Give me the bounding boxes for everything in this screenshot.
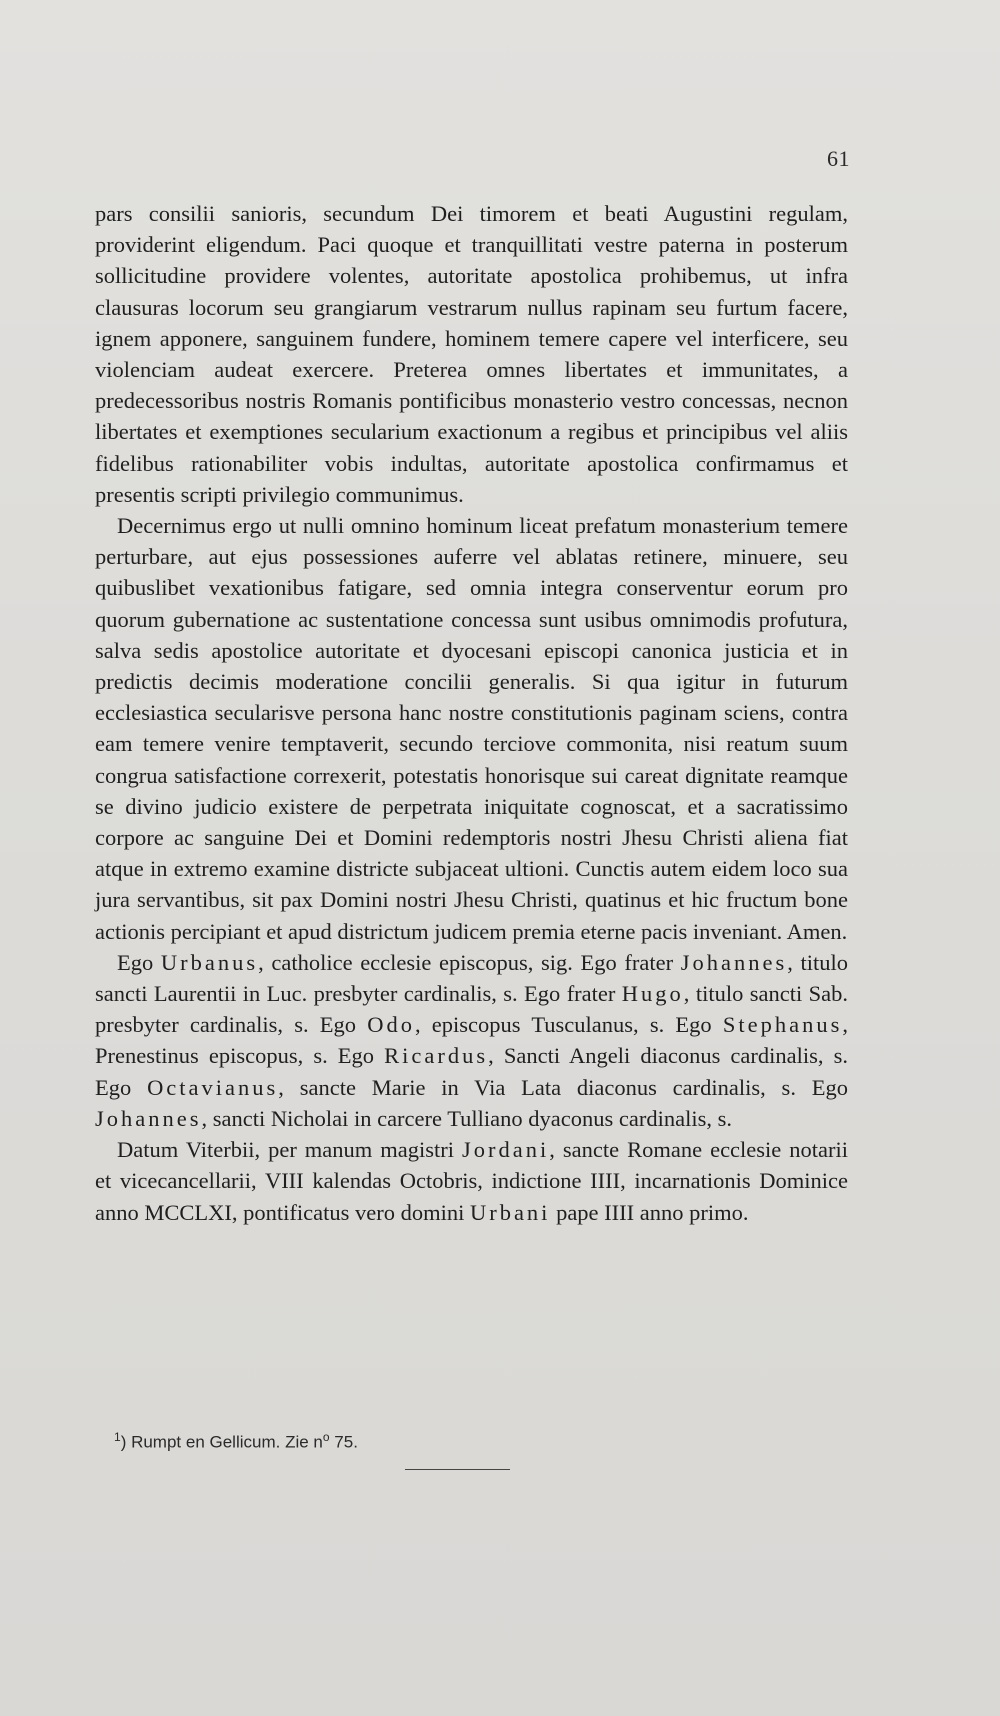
signature-text: Ego — [117, 949, 161, 975]
signatory-name: Octavianus — [147, 1074, 279, 1100]
signatory-name: Stephanus — [722, 1012, 843, 1038]
datum-text: Datum Viterbii, per manum magistri — [117, 1137, 463, 1163]
signature-text: , episcopus Tusculanus, s. Ego — [414, 1012, 723, 1038]
signatory-name: Johannes — [680, 949, 788, 975]
paragraph-1: pars consilii sanioris, secundum Dei timorem et beati Augustini regulam, providerint eligendum. Paci quoque et tranquillitati vestre paterna in posterum sollicitudine providere volentes, autoritate apostolica prohibemus, ut infra clausuras locorum seu grangiarum vestrarum nullus rapinam seu furtum facere, ignem apponere, sanguinem fundere, hominem temere capere vel interficere, seu violenciam audeat exercere. Preterea omnes libertates et immunitates, a predecessoribus nostris Romanis pontificibus monasterio vestro concessas, necnon libertates et exemptiones secularium exactionum a regibus et principibus vel aliis fidelibus rationabiliter vobis indultas, autoritate apostolica confirmamus et presentis scripti privilegio communimus. — [95, 201, 848, 507]
datum-paragraph — [95, 1134, 848, 1228]
footnote — [114, 1430, 358, 1453]
footnote-ordinal: o — [322, 1430, 330, 1444]
signatory-name: Urbanus — [160, 949, 259, 975]
signature-text: , catholice ecclesie episcopus, sig. Ego frater — [258, 949, 681, 975]
signature-text: , sancti Nicholai in carcere Tulliano dyaconus cardinalis, s. — [201, 1105, 732, 1131]
datum-name: Urbani — [469, 1199, 551, 1225]
datum-text: pape IIII anno primo. — [550, 1199, 749, 1225]
signature-text: , sancte Marie in Via Lata diaconus cardinalis, s. Ego — [278, 1074, 848, 1100]
signatory-name: Hugo — [621, 981, 684, 1007]
paragraph-2: Decernimus ergo ut nulli omnino hominum liceat prefatum monasterium temere perturbare, aut ejus possessiones auferre vel ablatas retinere, minuere, seu quibuslibet vexationibus fatigare, sed omnia integra conserventur eorum pro quorum gubernatione ac sustentatione concessa sunt usibus omnimodis profutura, salva sedis apostolice autoritate et dyocesani episcopi canonica justicia et in predictis decimis moderatione concilii generalis. Si qua igitur in futurum ecclesiastica secularisve persona hanc nostre constitutionis paginam sciens, contra eam temere venire temptaverit, secundo terciove commonita, nisi reatum suum congrua satisfactione correxerit, potestatis honorisque sui careat dignitate reamque se divino judicio existere de perpetrata iniquitate cognoscat, et a sacratissimo corpore ac sanguine Dei et Domini redemptoris nostri Jhesu Christi aliena fiat atque in extremo examine districte subjaceat ultioni. Cunctis autem eidem loco sua jura servantibus, sit pax Domini nostri Jhesu Christi, quatinus et hic fructum bone actionis percipiant et apud districtum judicem premia eterne pacis inveniant. Amen. — [95, 513, 848, 944]
footnote-ref: 75. — [329, 1432, 358, 1452]
signature-text: , Prenestinus episcopus, s. Ego — [95, 1012, 848, 1069]
signatory-name: Johannes — [95, 1105, 202, 1131]
page-number: 61 — [827, 146, 850, 171]
signatory-name: Ricardus — [384, 1043, 489, 1069]
body-text — [95, 198, 848, 1228]
signature-text: , titulo sancti Laurentii in Luc. presbyter cardinalis, s. Ego frater — [95, 949, 848, 1007]
section-divider — [405, 1469, 510, 1470]
datum-text: , sancte Romane ecclesie notarii et vicecancellarii, VIII kalendas Octobris, indictione IIII, incarnationis Dominice anno MCCLXI, pontificatus vero domini — [95, 1137, 849, 1225]
footnote-marker: 1 — [114, 1430, 121, 1444]
signatory-name: Odo — [367, 1012, 415, 1038]
signature-text: , titulo sancti Sab. presbyter cardinalis, s. Ego — [95, 981, 848, 1038]
signature-text: , Sancti Angeli diaconus cardinalis, s. Ego — [95, 1043, 849, 1100]
signatures-paragraph — [95, 947, 848, 1134]
footnote-text: ) Rumpt en Gellicum. Zie n — [120, 1432, 323, 1452]
datum-name: Jordani — [462, 1137, 550, 1163]
